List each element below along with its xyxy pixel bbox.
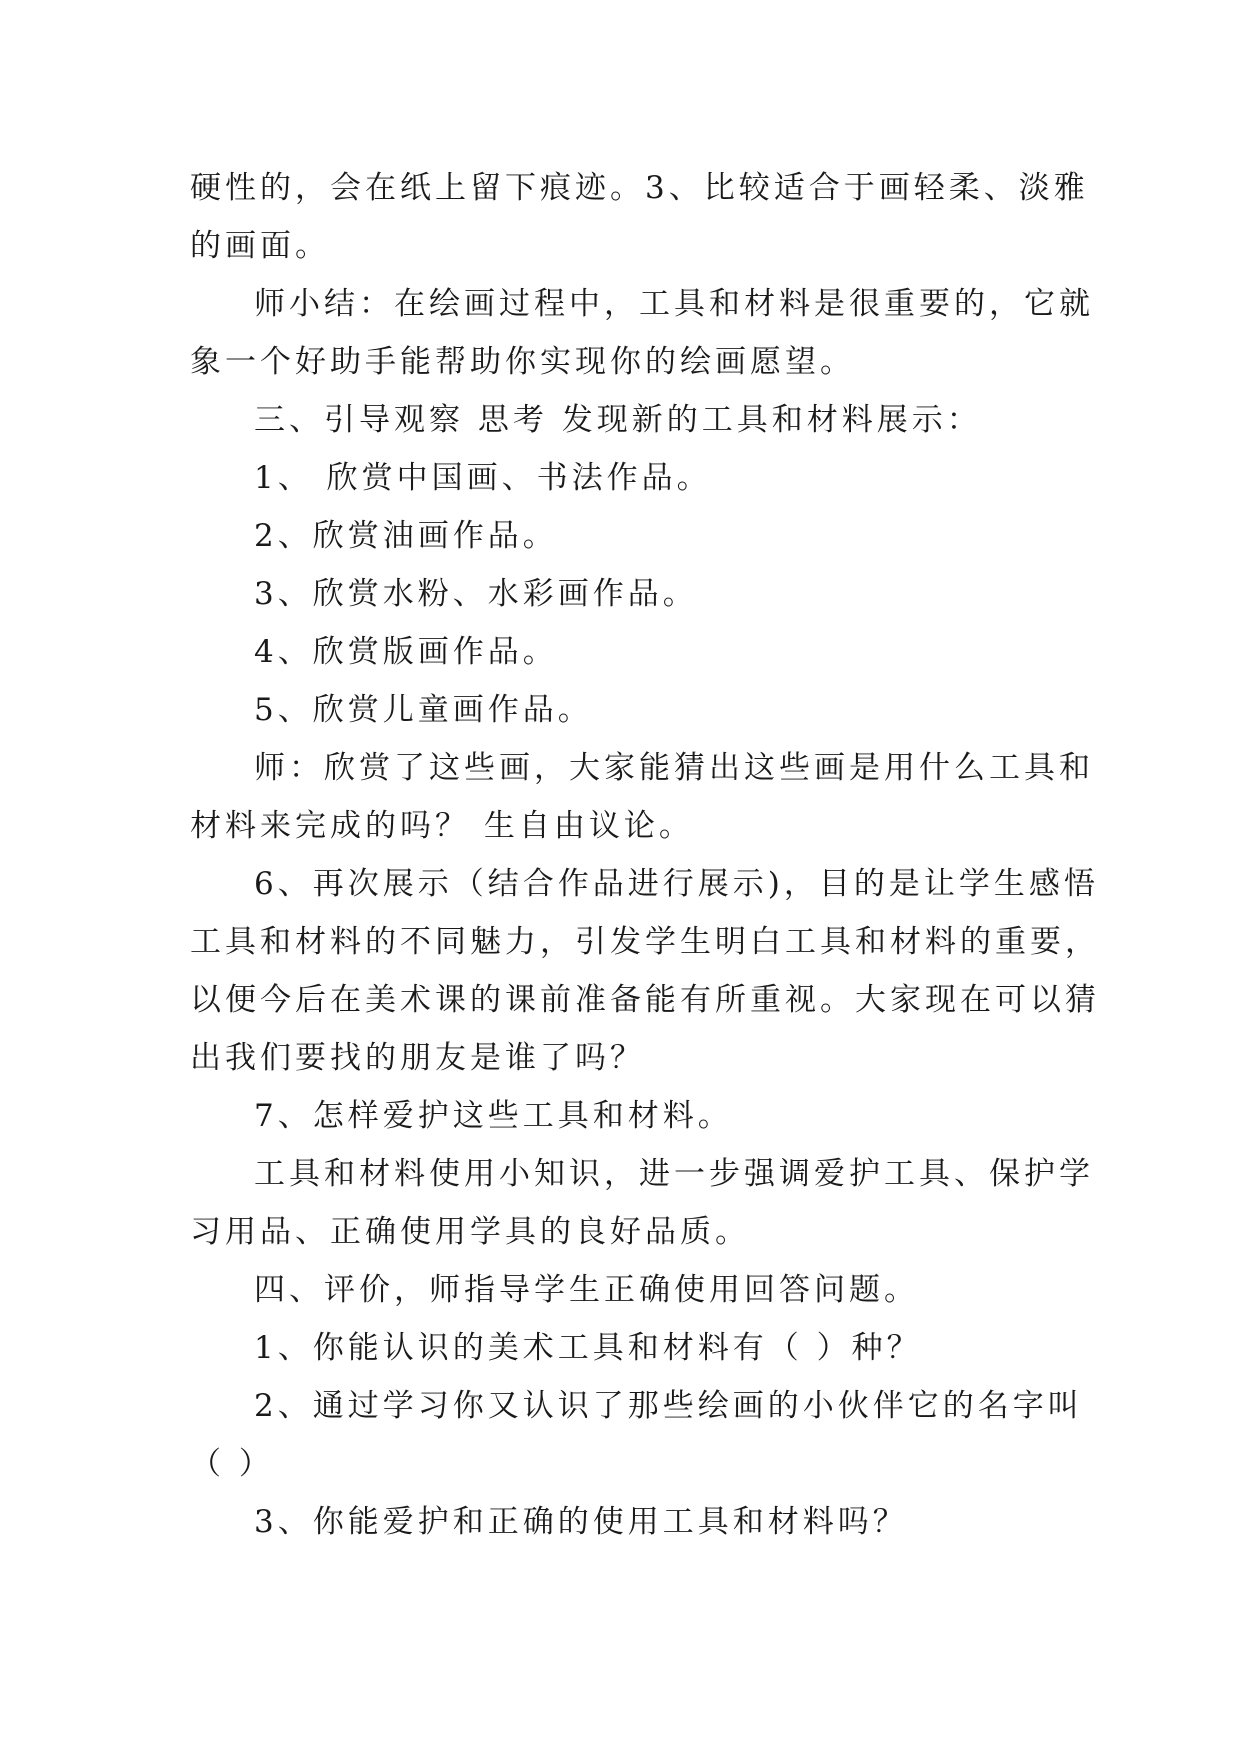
text-line: 5、欣赏儿童画作品。 xyxy=(254,692,593,728)
text-line: 4、欣赏版画作品。 xyxy=(254,634,558,670)
text-line: 1、 欣赏中国画、书法作品。 xyxy=(254,460,712,496)
text-line: 工具和材料的不同魅力，引发学生明白工具和材料的重要， xyxy=(190,924,1100,960)
text-line: 出我们要找的朋友是谁了吗？ xyxy=(190,1040,645,1076)
text-line: 师小结：在绘画过程中，工具和材料是很重要的，它就 xyxy=(254,286,1094,322)
text-line: 四、评价，师指导学生正确使用回答问题。 xyxy=(254,1272,919,1308)
text-line: 7、怎样爱护这些工具和材料。 xyxy=(254,1098,733,1134)
text-line: 1、你能认识的美术工具和材料有（ ）种？ xyxy=(254,1330,922,1366)
text-line: 硬性的，会在纸上留下痕迹。3、比较适合于画轻柔、淡雅 xyxy=(190,170,1089,206)
text-line: 3、欣赏水粉、水彩画作品。 xyxy=(254,576,698,612)
text-line: 三、引导观察 思考 发现新的工具和材料展示： xyxy=(254,402,982,438)
text-line: 6、再次展示（结合作品进行展示)，目的是让学生感悟 xyxy=(254,866,1099,902)
text-line: 工具和材料使用小知识，进一步强调爱护工具、保护学 xyxy=(254,1156,1094,1192)
text-line: 以便今后在美术课的课前准备能有所重视。大家现在可以猜 xyxy=(190,982,1100,1018)
text-line: 师：欣赏了这些画，大家能猜出这些画是用什么工具和 xyxy=(254,750,1094,786)
text-line: 习用品、正确使用学具的良好品质。 xyxy=(190,1214,750,1250)
text-line: 3、你能爱护和正确的使用工具和材料吗？ xyxy=(254,1504,908,1540)
text-line: 2、通过学习你又认识了那些绘画的小伙伴它的名字叫 xyxy=(254,1388,1083,1424)
text-line: 材料来完成的吗？ 生自由议论。 xyxy=(190,808,694,844)
text-line: 的画面。 xyxy=(190,228,330,264)
text-line: （ ） xyxy=(190,1446,274,1482)
text-line: 2、欣赏油画作品。 xyxy=(254,518,558,554)
text-line: 象一个好助手能帮助你实现你的绘画愿望。 xyxy=(190,344,855,380)
